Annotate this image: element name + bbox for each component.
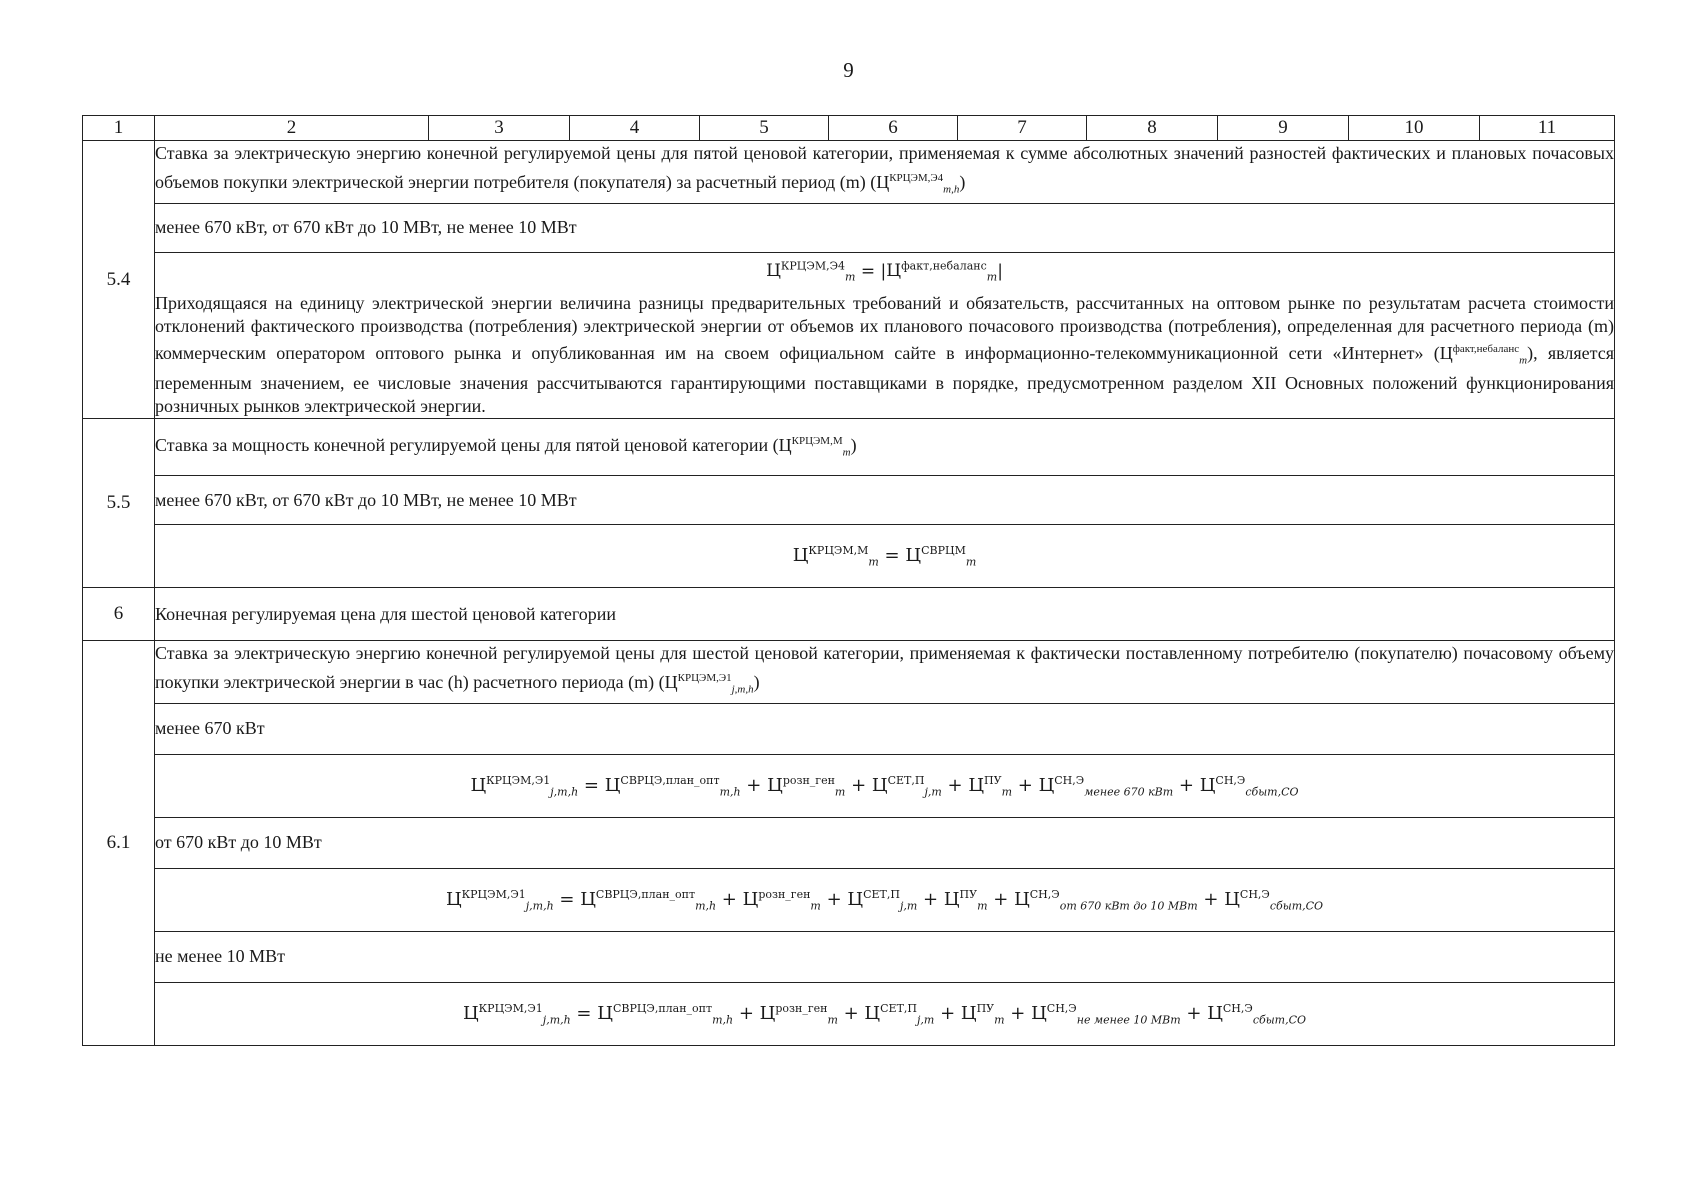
- condition-text: не менее 10 МВт: [155, 931, 1615, 982]
- condition-text: менее 670 кВт, от 670 кВт до 10 МВт, не менее 10 МВт: [155, 476, 1615, 525]
- formula-term: $Ц^{СЕТ,П}_{j,m}$: [871, 773, 942, 799]
- section-5-5-formula-row: [83, 525, 1615, 588]
- formula-operator: +: [1004, 1002, 1032, 1024]
- section-title: Ставка за электрическую энергию конечной регулируемой цены для шестой ценовой категории, применяемая к фактически поставленному потребителю (покупателю) почасовому объему покупки электрической энергии в час (h) расчетного периода (m) $(Ц^{КРЦЭМ,Э1}_{j,m,h})$: [155, 641, 1615, 704]
- formula-term: $Ц^{СН,Э}_{сбыт,СО}$: [1224, 887, 1324, 913]
- column-number-row: [83, 116, 1615, 141]
- description-text: Приходящаяся на единицу электрической энергии величина разницы предварительных требований и обязательств, рассчитанных на оптовом рынке по результатам расчета стоимости отклонений фактического производства (потребления) электрической энергии от объемов их планового почасового производства (потребления), определенная для расчетного периода (m) коммерческим оператором оптового рынка и опубликованная им на своем официальном сайте в информационно-телекоммуникационной сети «Интернет» $(Ц^{факт,небаланс}_m)$, является переменным значением, ее числовые значения рассчитываются гарантирующими поставщиками в порядке, предусмотренном разделом XII Основных положений функционирования розничных рынков электрической энергии.: [155, 292, 1614, 417]
- formula-operator: +: [987, 888, 1015, 910]
- section-title: Конечная регулируемая цена для шестой ценовой категории: [155, 588, 1615, 641]
- formula: $Ц^{КРЦЭМ,М}_m = Ц^{СВРЦМ}_m$: [155, 525, 1615, 588]
- formula-term: $Ц^{СВРЦЭ,план\_опт}_{m,h}$: [597, 1001, 734, 1027]
- formula-term: $Ц^{розн\_ген}_m$: [759, 1001, 838, 1027]
- section-6-1-condition-row: [83, 931, 1615, 982]
- column-header: 4: [570, 116, 700, 141]
- formula-term: $Ц^{СН,Э}_{менее 670 кВт}$: [1038, 773, 1174, 799]
- formula-description-cell: [155, 252, 1615, 419]
- section-title: Ставка за мощность конечной регулируемой цены для пятой ценовой категории $(Ц^{КРЦЭМ,М}_m)$: [155, 419, 1615, 476]
- column-header: 6: [829, 116, 958, 141]
- formula-operator: +: [941, 774, 969, 796]
- formula-term: $Ц^{розн\_ген}_m$: [767, 773, 846, 799]
- column-header: 11: [1480, 116, 1615, 141]
- formula-operator: +: [917, 888, 944, 910]
- section-5-5-condition-row: [83, 476, 1615, 525]
- condition-text: менее 670 кВт: [155, 703, 1615, 754]
- section-5-5-title-row: [83, 419, 1615, 476]
- column-header: 9: [1218, 116, 1349, 141]
- row-number: 6: [83, 588, 155, 641]
- title-text: Ставка за электрическую энергию конечной регулируемой цены для пятой ценовой категории, применяемая к сумме абсолютных значений разностей фактических и плановых почасовых объемов покупки электрической энергии потребителя (покупателя) за расчетный период (m) (: [155, 143, 1614, 192]
- formula-operator: +: [934, 1002, 961, 1024]
- row-number: 5.5: [83, 419, 155, 588]
- column-header: 7: [958, 116, 1087, 141]
- formula-term: $Ц^{ПУ}_m$: [960, 1001, 1005, 1027]
- formula-operator: +: [837, 1002, 865, 1024]
- formula-operator: +: [1173, 774, 1200, 796]
- formula-term: $Ц^{СВРЦЭ,план\_опт}_{m,h}$: [604, 773, 741, 799]
- section-6-row: [83, 588, 1615, 641]
- formula-term: $Ц^{КРЦЭМ,Э1}_{j,m,h}$: [462, 1001, 571, 1027]
- formula: [155, 868, 1615, 931]
- formula-term: $Ц^{ПУ}_m$: [968, 773, 1013, 799]
- formula: $Ц^{КРЦЭМ,Э4}_m = |Ц^{факт,небаланс}_m|$: [766, 259, 1003, 284]
- column-header: 5: [700, 116, 829, 141]
- condition-text: от 670 кВт до 10 МВт: [155, 817, 1615, 868]
- column-header: 3: [429, 116, 570, 141]
- formula-operator: +: [845, 774, 872, 796]
- formula-operator: +: [1180, 1002, 1208, 1024]
- section-6-1-formula-row: [83, 754, 1615, 817]
- formula-term: $Ц^{СН,Э}_{не менее 10 МВт}$: [1031, 1001, 1181, 1027]
- price-table: [82, 115, 1615, 1046]
- formula-term: $Ц^{розн\_ген}_m$: [742, 887, 821, 913]
- condition-text: менее 670 кВт, от 670 кВт до 10 МВт, не менее 10 МВт: [155, 203, 1615, 252]
- formula-term: $Ц^{КРЦЭМ,Э1}_{j,m,h}$: [445, 887, 554, 913]
- column-header: 2: [155, 116, 429, 141]
- page-number: 9: [843, 58, 854, 82]
- formula-term: $Ц^{СЕТ,П}_{j,m}$: [864, 1001, 935, 1027]
- formula-term: $Ц^{СН,Э}_{сбыт,СО}$: [1199, 773, 1299, 799]
- formula-term: $Ц^{КРЦЭМ,Э1}_{j,m,h}$: [470, 773, 579, 799]
- section-title: [155, 141, 1615, 204]
- formula-operator: +: [740, 774, 768, 796]
- title-close: ): [959, 172, 966, 192]
- formula-term: $Ц^{СВРЦЭ,план\_опт}_{m,h}$: [580, 887, 717, 913]
- formula-operator: +: [820, 888, 848, 910]
- formula-operator: =: [553, 888, 581, 910]
- formula-operator: =: [570, 1002, 598, 1024]
- formula-operator: +: [1197, 888, 1225, 910]
- formula: [155, 982, 1615, 1045]
- section-6-1-condition-row: [83, 817, 1615, 868]
- formula-operator: +: [716, 888, 743, 910]
- column-header: 1: [83, 116, 155, 141]
- column-header: 10: [1349, 116, 1480, 141]
- row-number: 5.4: [83, 141, 155, 419]
- formula-operator: =: [578, 774, 605, 796]
- section-6-1-title-row: [83, 641, 1615, 704]
- price-symbol: $Ц^{КРЦЭМ,Э4}_{m,h}$: [876, 172, 960, 196]
- column-header: 8: [1087, 116, 1218, 141]
- section-5-4-title-row: [83, 141, 1615, 204]
- formula-operator: +: [733, 1002, 760, 1024]
- section-5-4-condition-row: [83, 203, 1615, 252]
- section-6-1-formula-row: [83, 982, 1615, 1045]
- formula-term: $Ц^{СН,Э}_{от 670 кВт до 10 МВт}$: [1014, 887, 1198, 913]
- section-6-1-formula-row: [83, 868, 1615, 931]
- formula-term: $Ц^{ПУ}_m$: [943, 887, 988, 913]
- formula-term: $Ц^{СЕТ,П}_{j,m}$: [847, 887, 918, 913]
- row-number: 6.1: [83, 641, 155, 1046]
- section-5-4-formula-row: [83, 252, 1615, 419]
- formula-operator: +: [1012, 774, 1039, 796]
- section-6-1-condition-row: [83, 703, 1615, 754]
- formula-term: $Ц^{СН,Э}_{сбыт,СО}$: [1207, 1001, 1307, 1027]
- formula: [155, 754, 1615, 817]
